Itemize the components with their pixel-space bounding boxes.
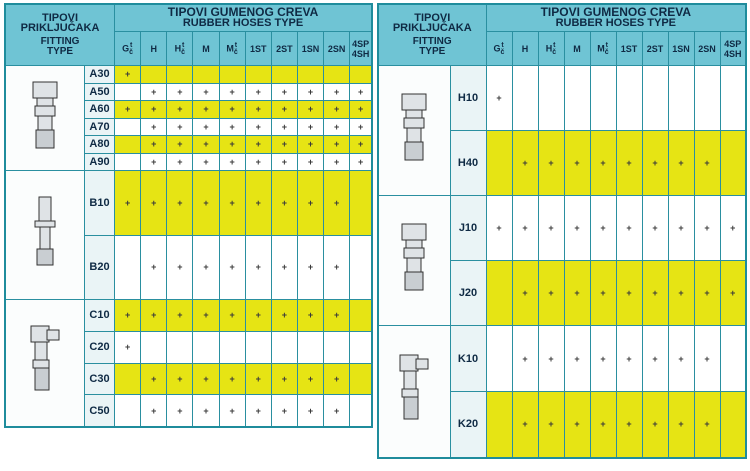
compat-cell-g <box>115 118 141 136</box>
compat-cell-h: + <box>538 131 564 196</box>
compat-cell-2st: + <box>271 363 297 395</box>
compat-cell-4sp <box>350 235 372 300</box>
hose-type-sup: t <box>234 41 238 49</box>
compat-cell-2sn: + <box>324 300 350 332</box>
compat-cell-h: + <box>538 196 564 261</box>
compat-cell-1st: + <box>245 395 271 427</box>
hose-type-sub: č <box>552 48 557 56</box>
hose-type-9 <box>694 32 720 66</box>
compat-cell-g <box>115 136 141 154</box>
table-row <box>5 171 372 236</box>
table-row <box>378 196 746 261</box>
compat-cell-1sn <box>297 331 323 363</box>
compat-cell-h: + <box>141 83 167 101</box>
compat-cell-h: + <box>167 300 193 332</box>
hose-type-base: H <box>545 42 553 53</box>
compat-cell-m: + <box>219 153 245 171</box>
hose-type-10 <box>720 32 746 66</box>
hose-type-5 <box>590 32 616 66</box>
fitting-code: C30 <box>84 363 114 395</box>
compat-cell-1st: + <box>616 131 642 196</box>
compat-cell-m: + <box>219 300 245 332</box>
hoses-title: TIPOVI GUMENOG CREVA <box>167 5 319 20</box>
hose-type-3 <box>167 32 193 66</box>
hose-type-4 <box>564 32 590 66</box>
compat-cell-h: + <box>538 326 564 392</box>
compat-cell-2sn: + <box>694 326 720 392</box>
fitting-image-cell <box>378 66 450 196</box>
fitting-image-cell <box>378 196 450 326</box>
compat-cell-1sn: + <box>668 261 694 326</box>
hose-type-6 <box>616 32 642 66</box>
compat-cell-m: + <box>219 101 245 119</box>
compat-cell-2st: + <box>642 326 668 392</box>
compat-cell-m <box>219 66 245 84</box>
compat-cell-4sp: + <box>350 83 372 101</box>
compat-cell-h <box>167 66 193 84</box>
compat-cell-m: + <box>590 392 616 458</box>
compat-cell-g <box>486 131 512 196</box>
compat-cell-m <box>564 66 590 131</box>
compat-cell-m: + <box>590 196 616 261</box>
compat-cell-2st: + <box>271 171 297 236</box>
compat-cell-h: + <box>512 131 538 196</box>
compat-cell-m: + <box>564 196 590 261</box>
fitting-image-cell <box>5 66 84 171</box>
hose-type-base: 4SP <box>724 38 742 49</box>
compat-cell-1sn: + <box>297 136 323 154</box>
compat-cell-g: + <box>115 66 141 84</box>
compat-cell-1st: + <box>245 83 271 101</box>
compat-cell-m: + <box>193 118 219 136</box>
hose-type-1 <box>486 32 512 66</box>
table-row <box>5 66 372 84</box>
compat-cell-h: + <box>141 118 167 136</box>
hose-type-base: 4SP <box>352 38 370 49</box>
compat-cell-1sn: + <box>297 171 323 236</box>
hose-type-sub: č <box>500 48 505 56</box>
hose-type-4 <box>193 32 219 66</box>
compat-cell-h: + <box>167 118 193 136</box>
compat-cell-h: + <box>167 83 193 101</box>
fitting-title-line-2: PRIKLJUČAKA <box>392 22 472 34</box>
compat-cell-1sn: + <box>297 300 323 332</box>
compat-cell-m: + <box>564 392 590 458</box>
hose-type-10 <box>350 32 372 66</box>
compat-cell-g: + <box>115 331 141 363</box>
compat-cell-2sn: + <box>694 261 720 326</box>
compat-cell-2st: + <box>271 118 297 136</box>
hoses-subtitle: RUBBER HOSES TYPE <box>555 17 676 30</box>
compat-cell-m: + <box>219 235 245 300</box>
hose-type-7 <box>271 32 297 66</box>
male-thread-fitting-icon <box>396 90 432 166</box>
hose-type-base: 1SN <box>672 43 690 54</box>
compat-cell-1sn: + <box>668 392 694 458</box>
compat-cell-1st: + <box>245 171 271 236</box>
compat-cell-m: + <box>590 261 616 326</box>
hose-type-base: M <box>226 42 234 53</box>
compat-cell-2st: + <box>642 196 668 261</box>
right-compatibility-table <box>377 3 747 459</box>
hose-type-3 <box>538 32 564 66</box>
compat-cell-4sp <box>720 392 746 458</box>
hose-type-base: G <box>122 42 130 53</box>
compat-cell-1sn <box>668 66 694 131</box>
banjo-fitting-icon <box>27 195 63 271</box>
compat-cell-g: + <box>486 196 512 261</box>
compat-cell-h: + <box>512 261 538 326</box>
compat-cell-m: + <box>193 363 219 395</box>
compat-cell-4sp <box>720 131 746 196</box>
compat-cell-2sn: + <box>324 395 350 427</box>
compat-cell-g <box>486 392 512 458</box>
compat-cell-1st: + <box>245 153 271 171</box>
compat-cell-m: + <box>193 101 219 119</box>
compat-cell-2sn: + <box>324 118 350 136</box>
hose-type-sub: č <box>604 48 609 56</box>
compat-cell-1st: + <box>245 300 271 332</box>
right-table-body <box>378 66 746 458</box>
compat-cell-h: + <box>167 101 193 119</box>
compat-cell-2st <box>271 331 297 363</box>
compat-cell-1st: + <box>245 136 271 154</box>
hose-type-base: M <box>573 43 581 54</box>
compat-cell-m <box>219 331 245 363</box>
compat-cell-m <box>193 331 219 363</box>
fitting-title-line-1: TIPOVI <box>42 12 79 24</box>
compat-cell-1st: + <box>616 261 642 326</box>
compat-cell-2sn: + <box>694 131 720 196</box>
compat-cell-1sn: + <box>297 83 323 101</box>
fitting-code: C20 <box>84 331 114 363</box>
hose-type-base: H <box>150 43 157 54</box>
hose-type-base: 1SN <box>301 43 320 54</box>
hose-type-8 <box>297 32 323 66</box>
hose-type-line2: 4SH <box>724 48 742 59</box>
compat-cell-2sn: + <box>694 392 720 458</box>
compat-cell-1st: + <box>245 101 271 119</box>
compat-cell-h: + <box>512 196 538 261</box>
hose-type-base: 2SN <box>698 43 716 54</box>
fitting-code: A50 <box>84 83 114 101</box>
fitting-title-line-2: PRIKLJUČAKA <box>20 22 100 34</box>
fitting-subtitle-line-1: FITTING <box>412 36 452 47</box>
compat-cell-m <box>590 66 616 131</box>
hoses-type-header <box>115 4 372 32</box>
fitting-code: A90 <box>84 153 114 171</box>
compat-cell-h: + <box>141 395 167 427</box>
compat-cell-1sn: + <box>297 235 323 300</box>
hose-type-base: H <box>174 42 182 53</box>
compat-cell-1st <box>245 331 271 363</box>
compat-cell-g: + <box>115 101 141 119</box>
compat-cell-2sn <box>324 331 350 363</box>
compat-cell-2sn: + <box>324 235 350 300</box>
elbow-fitting-icon <box>27 322 63 398</box>
compat-cell-1st: + <box>245 363 271 395</box>
hose-type-base: 2SN <box>327 43 346 54</box>
hose-type-base: 2ST <box>276 43 293 54</box>
compat-cell-4sp <box>350 363 372 395</box>
fitting-type-header <box>378 4 486 66</box>
fitting-image-cell <box>5 300 84 427</box>
fitting-code: B20 <box>84 235 114 300</box>
fitting-code: C10 <box>84 300 114 332</box>
compat-cell-g: + <box>115 300 141 332</box>
hose-type-sup: t <box>181 41 185 49</box>
compat-cell-1sn: + <box>297 101 323 119</box>
compat-cell-1sn: + <box>297 118 323 136</box>
compat-cell-h: + <box>141 171 167 236</box>
hose-type-line2: 4SH <box>351 48 370 59</box>
compat-cell-m: + <box>219 363 245 395</box>
compat-cell-1st: + <box>616 392 642 458</box>
compat-cell-2st: + <box>271 153 297 171</box>
hose-type-sup: t <box>605 41 608 49</box>
hose-type-2 <box>141 32 167 66</box>
compat-cell-2st: + <box>271 235 297 300</box>
compat-cell-h: + <box>141 136 167 154</box>
compat-cell-h: + <box>141 300 167 332</box>
hose-type-6 <box>245 32 271 66</box>
hose-type-8 <box>668 32 694 66</box>
compat-cell-m: + <box>193 136 219 154</box>
compat-cell-1st: + <box>245 118 271 136</box>
compat-cell-h: + <box>167 363 193 395</box>
hose-type-sup: t <box>129 41 133 49</box>
compat-cell-g <box>486 261 512 326</box>
compat-cell-4sp: + <box>350 136 372 154</box>
compat-cell-2st: + <box>642 261 668 326</box>
compat-cell-4sp: + <box>350 153 372 171</box>
compat-cell-h: + <box>141 101 167 119</box>
hoses-title: TIPOVI GUMENOG CREVA <box>540 5 692 20</box>
hose-type-base: 1ST <box>620 43 638 54</box>
compat-cell-4sp: + <box>350 101 372 119</box>
compat-cell-m: + <box>219 83 245 101</box>
compat-cell-h <box>141 66 167 84</box>
compat-cell-m: + <box>193 395 219 427</box>
compat-cell-2sn: + <box>324 171 350 236</box>
compat-cell-g <box>115 153 141 171</box>
compat-cell-g <box>486 326 512 392</box>
fitting-image-cell <box>5 171 84 300</box>
hose-type-7 <box>642 32 668 66</box>
hose-type-base: G <box>493 42 501 53</box>
compat-cell-m: + <box>193 171 219 236</box>
compat-cell-2st: + <box>271 136 297 154</box>
fitting-subtitle-line-2: TYPE <box>46 46 74 57</box>
hose-type-base: M <box>202 43 210 54</box>
hose-type-1 <box>115 32 141 66</box>
fitting-image-cell <box>378 326 450 458</box>
compat-cell-h: + <box>141 235 167 300</box>
fitting-code: C50 <box>84 395 114 427</box>
compat-cell-4sp <box>350 66 372 84</box>
compat-cell-1st: + <box>616 196 642 261</box>
compat-cell-m: + <box>219 118 245 136</box>
compat-cell-4sp <box>720 326 746 392</box>
compat-cell-4sp <box>350 171 372 236</box>
compat-cell-1sn: + <box>668 326 694 392</box>
compat-cell-2st <box>271 66 297 84</box>
compat-cell-1sn: + <box>668 131 694 196</box>
compat-cell-1st <box>245 66 271 84</box>
hose-type-9 <box>324 32 350 66</box>
compat-cell-m: + <box>564 326 590 392</box>
compat-cell-2st: + <box>271 83 297 101</box>
compat-cell-4sp <box>350 300 372 332</box>
compat-cell-2st: + <box>271 101 297 119</box>
compat-cell-2sn: + <box>324 101 350 119</box>
hose-type-sub: č <box>129 48 134 56</box>
compat-cell-1st: + <box>245 235 271 300</box>
compat-cell-2sn: + <box>694 196 720 261</box>
fitting-code: B10 <box>84 171 114 236</box>
hoses-type-header <box>486 4 746 32</box>
hose-type-base: 1ST <box>249 43 267 54</box>
swivel-flare-fitting-icon <box>396 220 432 296</box>
compat-cell-h: + <box>167 171 193 236</box>
fitting-subtitle-line-2: TYPE <box>419 46 446 57</box>
compat-cell-2sn: + <box>324 136 350 154</box>
compat-cell-4sp: + <box>720 196 746 261</box>
compat-cell-2sn <box>694 66 720 131</box>
compat-cell-h <box>538 66 564 131</box>
compat-cell-1st: + <box>616 326 642 392</box>
compat-cell-m: + <box>193 235 219 300</box>
compat-cell-2st <box>642 66 668 131</box>
compat-cell-1sn: + <box>297 363 323 395</box>
compat-cell-m: + <box>193 300 219 332</box>
left-table-body <box>5 66 372 427</box>
compat-cell-m: + <box>193 83 219 101</box>
compat-cell-1sn: + <box>668 196 694 261</box>
fitting-code: K20 <box>450 392 486 458</box>
compat-cell-h: + <box>167 235 193 300</box>
hose-type-base: H <box>521 43 529 54</box>
compat-cell-h: + <box>141 363 167 395</box>
fitting-code: J20 <box>450 261 486 326</box>
compat-cell-2st: + <box>271 300 297 332</box>
table-row <box>378 66 746 131</box>
fitting-code: H10 <box>450 66 486 131</box>
compat-cell-h <box>512 66 538 131</box>
compat-cell-2st: + <box>642 392 668 458</box>
compat-cell-m <box>193 66 219 84</box>
compat-cell-1sn: + <box>297 395 323 427</box>
compat-cell-g <box>115 363 141 395</box>
compat-cell-m: + <box>564 261 590 326</box>
compat-cell-4sp <box>720 66 746 131</box>
compat-cell-4sp: + <box>720 261 746 326</box>
hose-type-5 <box>219 32 245 66</box>
compat-cell-1sn: + <box>297 153 323 171</box>
hoses-subtitle: RUBBER HOSES TYPE <box>182 17 304 30</box>
compat-cell-h: + <box>538 392 564 458</box>
compat-cell-m: + <box>193 153 219 171</box>
fitting-code: J10 <box>450 196 486 261</box>
fitting-title-line-1: TIPOVI <box>414 12 451 24</box>
compat-cell-2sn: + <box>324 363 350 395</box>
compat-cell-2sn: + <box>324 153 350 171</box>
compat-cell-h: + <box>167 136 193 154</box>
compat-cell-4sp: + <box>350 118 372 136</box>
hose-type-base: M <box>597 42 605 53</box>
compat-cell-2st: + <box>642 131 668 196</box>
compat-cell-4sp <box>350 395 372 427</box>
compat-cell-h: + <box>512 326 538 392</box>
fitting-code: A70 <box>84 118 114 136</box>
compat-cell-2sn <box>324 66 350 84</box>
compat-cell-h <box>167 331 193 363</box>
left-compatibility-table <box>4 3 373 428</box>
compat-cell-h: + <box>167 395 193 427</box>
compat-cell-h: + <box>141 153 167 171</box>
compat-cell-h: + <box>167 153 193 171</box>
compat-cell-2st: + <box>271 395 297 427</box>
compat-cell-1st <box>616 66 642 131</box>
fitting-code: A60 <box>84 101 114 119</box>
table-row <box>5 300 372 332</box>
compat-cell-g: + <box>486 66 512 131</box>
hose-type-sup: t <box>501 41 504 49</box>
compat-cell-m: + <box>564 131 590 196</box>
hose-type-sup: t <box>553 41 556 49</box>
hose-type-sub: č <box>233 48 238 56</box>
hose-type-sub: č <box>181 48 186 56</box>
compat-cell-g: + <box>115 171 141 236</box>
compat-cell-g <box>115 83 141 101</box>
compat-cell-m: + <box>590 326 616 392</box>
table-row <box>378 326 746 392</box>
fitting-code: A30 <box>84 66 114 84</box>
compat-cell-g <box>115 395 141 427</box>
compat-cell-4sp <box>350 331 372 363</box>
fitting-code: A80 <box>84 136 114 154</box>
fitting-code: H40 <box>450 131 486 196</box>
swivel-nut-fitting-icon <box>27 78 63 154</box>
fitting-type-header <box>5 4 115 66</box>
hose-type-base: 2ST <box>646 43 664 54</box>
compat-cell-h: + <box>512 392 538 458</box>
hose-type-2 <box>512 32 538 66</box>
fitting-subtitle-line-1: FITTING <box>40 36 80 47</box>
compat-cell-m: + <box>219 395 245 427</box>
compat-cell-m: + <box>219 171 245 236</box>
compat-cell-m: + <box>590 131 616 196</box>
compat-cell-2sn: + <box>324 83 350 101</box>
compat-cell-h: + <box>538 261 564 326</box>
compat-cell-1sn <box>297 66 323 84</box>
angled-fitting-icon <box>396 351 432 427</box>
compat-cell-h <box>141 331 167 363</box>
fitting-code: K10 <box>450 326 486 392</box>
compat-cell-g <box>115 235 141 300</box>
compat-cell-m: + <box>219 136 245 154</box>
